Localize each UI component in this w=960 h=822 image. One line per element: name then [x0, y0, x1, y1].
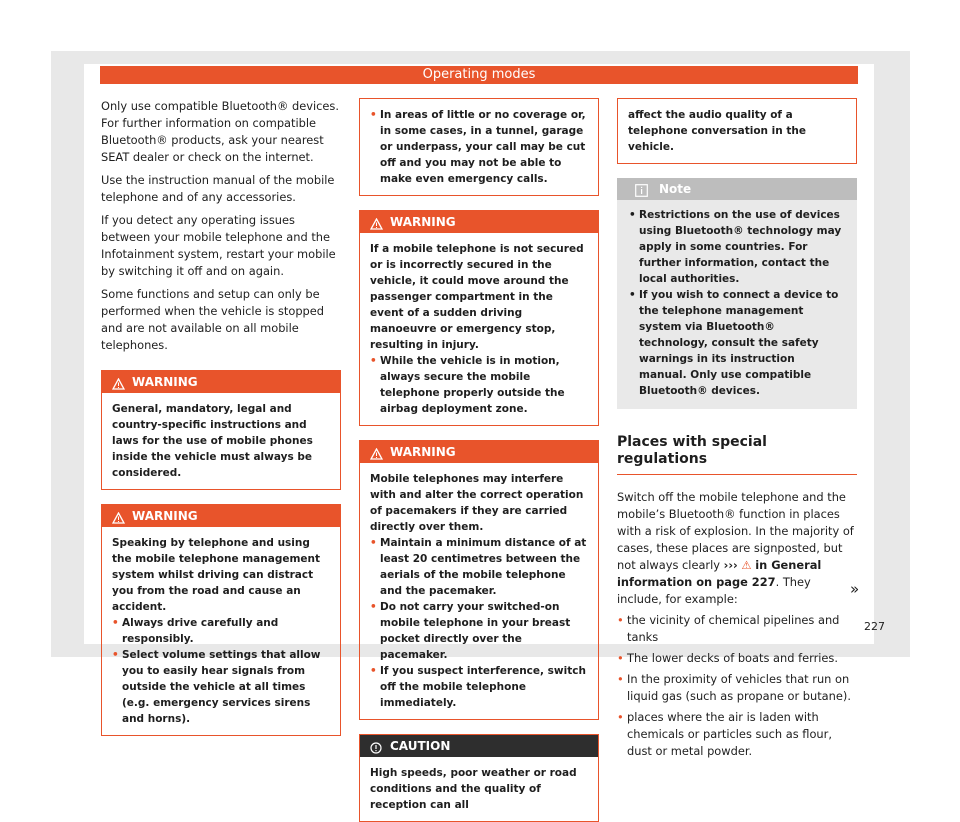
list-item: • If you wish to connect a device to the telephone management system via Bluetooth® technology, consult the safety warnings in its instruction manual. Only use compatible Bluetooth® devices.	[629, 289, 839, 397]
caution-label: CAUTION	[390, 739, 451, 753]
caution-continued-box	[617, 98, 857, 164]
warning-icon	[370, 445, 383, 467]
warning-box	[359, 210, 599, 426]
column-2	[359, 98, 599, 822]
bullet-icon: •	[617, 672, 624, 686]
list-item: • Maintain a minimum distance of at least 20 centimetres between the aerials of the mobile telephone and the pacemaker.	[370, 537, 587, 597]
list-item: • If you suspect interference, switch off the mobile telephone immediately.	[370, 665, 586, 709]
warning-text: Speaking by telephone and using the mobile telephone management system whilst driving can distract you from the road and cause an accident.	[112, 537, 321, 613]
paragraph: If you detect any operating issues between your mobile telephone and the Infotainment system, restart your mobile by switching it off and on again.	[101, 213, 336, 278]
bullet-icon: •	[370, 355, 377, 367]
info-icon	[635, 182, 648, 204]
bullet-icon: •	[370, 109, 377, 121]
paragraph: Use the instruction manual of the mobile telephone and of any accessories.	[101, 173, 335, 204]
warning-label: WARNING	[132, 509, 198, 523]
bullet-icon: •	[617, 710, 624, 724]
caution-text: affect the audio quality of a telephone conversation in the vehicle.	[628, 109, 807, 153]
continued-marker: »	[850, 580, 860, 598]
warning-icon	[112, 375, 125, 397]
list-item: • Do not carry your switched-on mobile telephone in your breast pocket directly over the pacemaker.	[370, 601, 571, 661]
section-title: Places with special regulations	[617, 431, 857, 475]
warning-text: General, mandatory, legal and country-specific instructions and laws for the use of mobile phones inside the vehicle must always be considered.	[112, 403, 313, 479]
paragraph: Only use compatible Bluetooth® devices. For further information on compatible Bluetooth® products, ask your nearest SEAT dealer or check on the internet.	[101, 99, 339, 164]
list-item: • In areas of little or no coverage or, in some cases, in a tunnel, garage or underpass, your call may be cut off and you may not be able to make even emergency calls.	[370, 109, 586, 185]
list-item: • In the proximity of vehicles that run on liquid gas (such as propane or butane).	[617, 672, 851, 703]
page-header: Operating modes	[100, 66, 858, 84]
cross-reference-link[interactable]: ››› ⚠ in General information on page 227	[617, 558, 822, 589]
warning-icon	[370, 215, 383, 237]
warning-box	[359, 440, 599, 720]
bullet-icon: •	[112, 649, 119, 661]
list-item: • Select volume settings that allow you to easily hear signals from outside the vehicle at all times (e.g. emergency services sirens and horns).	[112, 649, 321, 725]
warning-label: WARNING	[132, 375, 198, 389]
paragraph: Some functions and setup can only be performed when the vehicle is stopped and are not available on all mobile telephones.	[101, 287, 325, 352]
warning-label: WARNING	[390, 215, 456, 229]
caution-box	[359, 734, 599, 822]
list-item: • Always drive carefully and responsibly.	[112, 617, 279, 645]
warning-icon	[112, 509, 125, 531]
note-box	[617, 178, 857, 409]
warning-icon: ⚠	[741, 558, 752, 572]
warning-text: If a mobile telephone is not secured or is incorrectly secured in the vehicle, it could move around the passenger compartment in the event of a sudden driving manoeuvre or emergency stop, resulting in injury.	[370, 243, 584, 351]
bullet-icon: •	[370, 537, 377, 549]
list-item: • The lower decks of boats and ferries.	[617, 651, 838, 665]
bullet-icon: •	[370, 665, 377, 677]
column-3	[617, 98, 860, 760]
bullet-icon: •	[629, 209, 636, 221]
warning-box	[101, 504, 341, 736]
list-item: • places where the air is laden with chemicals or particles such as flour, dust or metal powder.	[617, 710, 832, 758]
bullet-icon: •	[112, 617, 119, 629]
list-item: • the vicinity of chemical pipelines and tanks	[617, 613, 840, 644]
note-label: Note	[659, 182, 692, 196]
column-1	[101, 98, 341, 736]
bullet-icon: •	[629, 289, 636, 301]
warning-label: WARNING	[390, 445, 456, 459]
warning-text: Mobile telephones may interfere with and alter the correct operation of pacemakers if they are carried directly over them.	[370, 473, 584, 533]
caution-text: High speeds, poor weather or road conditions and the quality of reception can all	[370, 767, 577, 811]
bullet-icon: •	[617, 613, 624, 627]
warning-box	[101, 370, 341, 490]
paragraph: Switch off the mobile telephone and the mobile’s Bluetooth® function in places with a risk of explosion. In the majority of cases, these places are signposted, but not always clearly ››› ⚠ in General information on page 227. They include, for example:	[617, 490, 854, 606]
page-number: 227	[864, 620, 885, 633]
bullet-icon: •	[370, 601, 377, 613]
warning-continued-box	[359, 98, 599, 196]
list-item: • While the vehicle is in motion, always secure the mobile telephone properly outside the airbag deployment zone.	[370, 355, 565, 415]
list-item: • Restrictions on the use of devices using Bluetooth® technology may apply in some countries. For further information, contact the local authorities.	[629, 209, 842, 285]
caution-icon	[370, 739, 382, 761]
bullet-icon: •	[617, 651, 624, 665]
